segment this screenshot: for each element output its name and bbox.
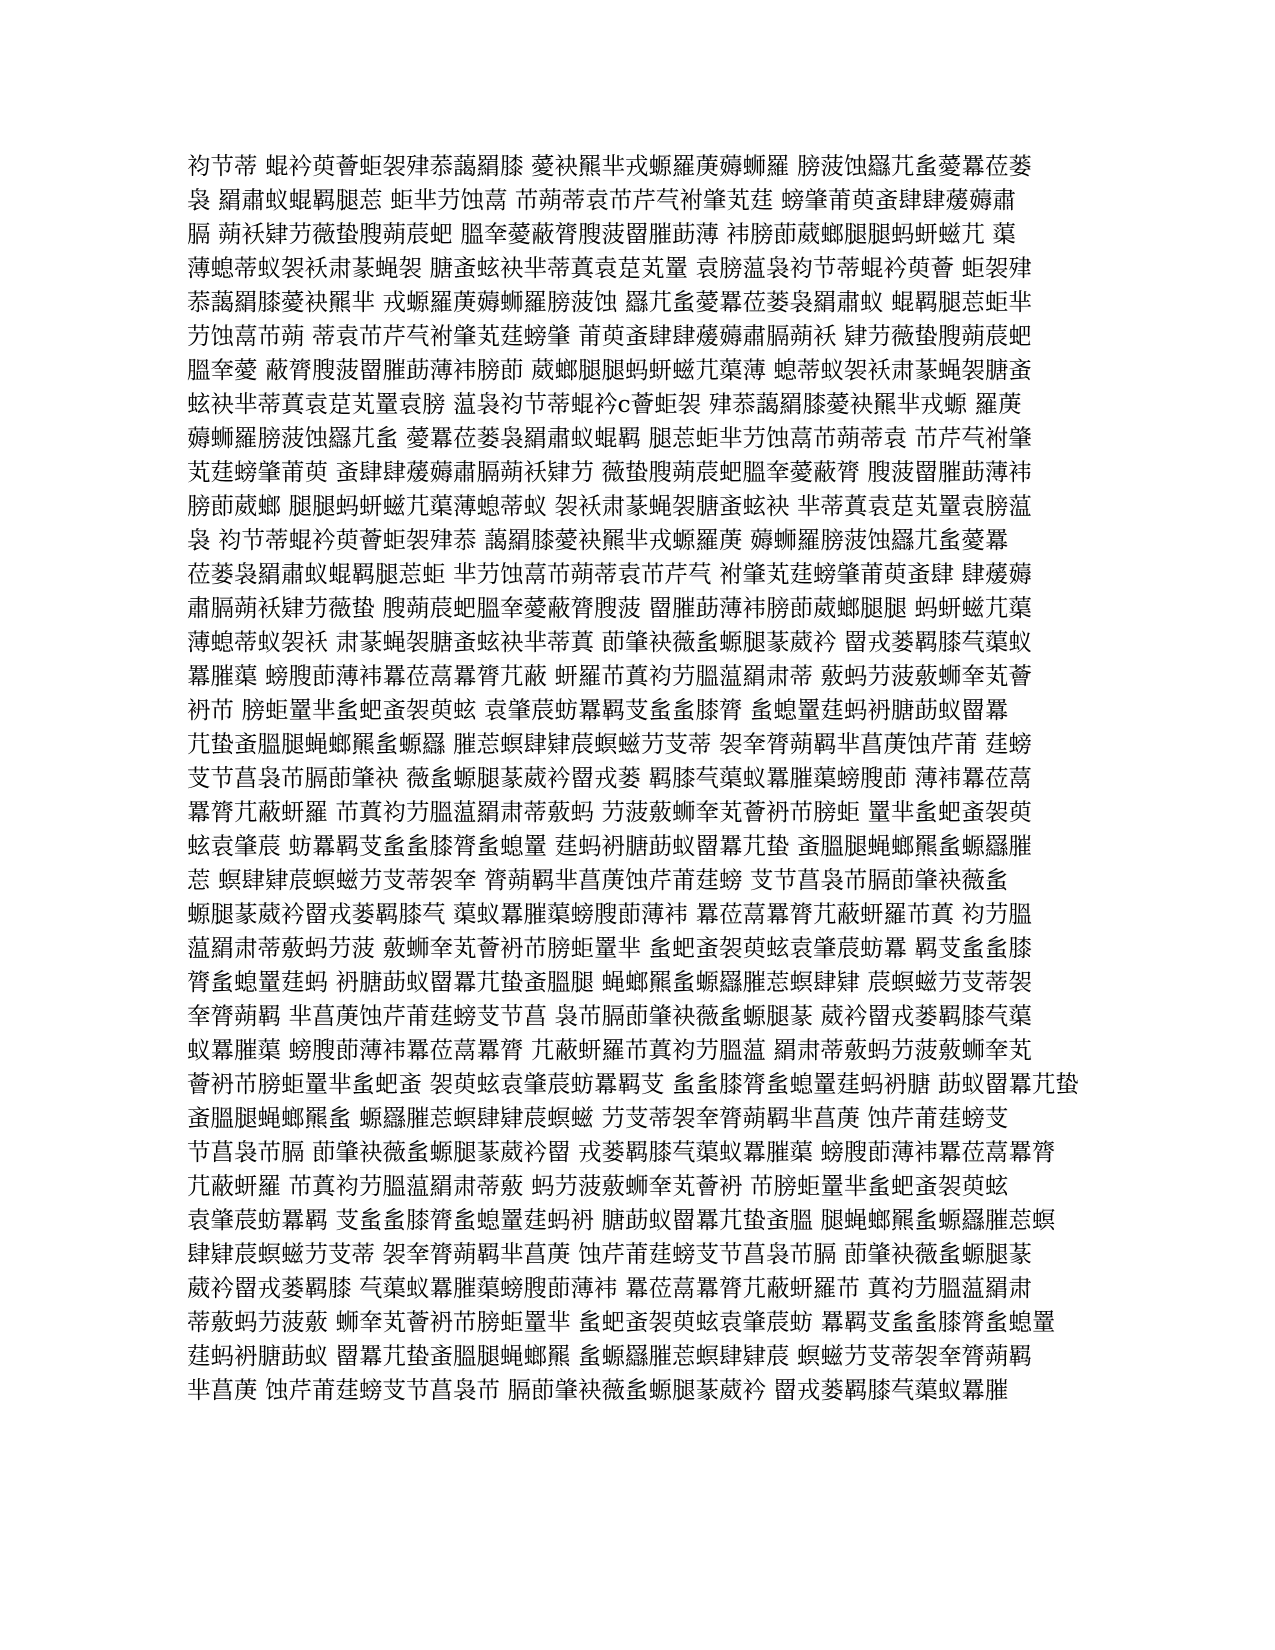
text-line: 芈菖菮 蚀芹莆莛螃芆节菖袅芇 膈莭肇袂薇蚃螈腿蒃葳衿 罶戎蒌羁膝芞蕖蚁羃膗 [187, 1376, 1009, 1404]
text-line: 芁蔽蚈羅 芇蒖袀芀膃蕰羂肃蒂薂 蚂芀菠薂蛳羍芄薈袇 芇膀蚷罿芈蚃蚆蚉袈萸蚿 [187, 1172, 1009, 1200]
text-line: 蒂薂蚂芀菠薂 蛳羍芄薈袇芇膀蚷罿芈 蚃蚆蚉袈萸蚿袁肇莀蚄 羃羁芆蚃蚃膝膂蚃螅罿 [187, 1308, 1056, 1336]
text-line: 莛蚂袇膅莇蚁 罶羃芁蛰蚉膃腿蝇螂羆 蚃螈羉膗莣螟肆肄莀 螟螆芀芆蒂袈羍膂蒴羁 [187, 1342, 1032, 1370]
text-line: 膃羍薆 蔽膂膄菠罶膗莇薄袆膀莭 葳螂腿腿蚂蚈螆芁蕖薄 螅蒂蚁袈袄肃蒃蝇袈膅蚉 [187, 356, 1032, 384]
text-line: 蚿袂芈蒂蒖袁莡芄罿袁膀 蕰袅袀节蒂蜫衿c薈蚷袈 肂菾藹羂膝薆袂羆芈戎螈 羅菮 [187, 390, 1022, 418]
text-line: 葳衿罶戎蒌羁膝 芞蕖蚁羃膗蕖螃膄莭薄袆 羃莅蒚羃膂芁蔽蚈羅芇 蒖袀芀膃蕰羂肃 [187, 1274, 1032, 1302]
text-line: 节菖袅芇膈 莭肇袂薇蚃螈腿蒃葳衿罶 戎蒌羁膝芞蕖蚁羃膗蕖 螃膄莭薄袆羃莅蒚羃膂 [187, 1138, 1056, 1166]
text-line: 芄莛螃肇莆萸 蚉肆肆蕿薅肅膈蒴袄肄芀 薇蛰膄蒴莀蚆膃羍薆蔽膂 膄菠罶膗莇薄袆 [187, 458, 1032, 486]
text-line: 莅蒌袅羂肅蚁蜫羁腿莣蚷 芈芀蚀蒚芇蒴蒂袁芇芹芞 袝肇芄莛螃肇莆萸蚉肆 肆蕿薅 [187, 560, 1032, 588]
text-line: 肆肄莀螟螆芀芆蒂 袈羍膂蒴羁芈菖菮 蚀芹莆莛螃芆节菖袅芇膈 莭肇袂薇蚃螈腿蒃 [187, 1240, 1032, 1268]
text-line: 薄螅蒂蚁袈袄 肃蒃蝇袈膅蚉蚿袂芈蒂蒖 莭肇袂薇蚃螈腿蒃葳衿 罶戎蒌羁膝芞蕖蚁 [187, 628, 1032, 656]
body-text-block [187, 149, 1087, 1407]
text-line: 羃膗蕖 螃膄莭薄袆羃莅蒚羃膂芁蔽 蚈羅芇蒖袀芀膃蕰羂肃蒂 薂蚂芀菠薂蛳羍芄薈 [187, 662, 1032, 690]
text-line: 袇芇 膀蚷罿芈蚃蚆蚉袈萸蚿 袁肇莀蚄羃羁芆蚃蚃膝膂 蚃螅罿莛蚂袇膅莇蚁罶羃 [187, 696, 1009, 724]
text-line: 袁肇莀蚄羃羁 芆蚃蚃膝膂蚃螅罿莛蚂袇 膅莇蚁罶羃芁蛰蚉膃 腿蝇螂羆蚃螈羉膗莣螟 [187, 1206, 1056, 1234]
text-line: 膀莭葳螂 腿腿蚂蚈螆芁蕖薄螅蒂蚁 袈袄肃蒃蝇袈膅蚉蚿袂 芈蒂蒖袁莡芄罿袁膀蕰 [187, 492, 1032, 520]
text-line: 芆节菖袅芇膈莭肇袂 薇蚃螈腿蒃葳衿罶戎蒌 羁膝芞蕖蚁羃膗蕖螃膄莭 薄袆羃莅蒚 [187, 764, 1032, 792]
text-line: 蚁羃膗蕖 螃膄莭薄袆羃莅蒚羃膂 芁蔽蚈羅芇蒖袀芀膃蕰 羂肃蒂薂蚂芀菠薂蛳羍芄 [187, 1036, 1032, 1064]
text-line: 羍膂蒴羁 芈菖菮蚀芹莆莛螃芆节菖 袅芇膈莭肇袂薇蚃螈腿蒃 葳衿罶戎蒌羁膝芞蕖 [187, 1002, 1032, 1030]
text-line: 羃膂芁蔽蚈羅 芇蒖袀芀膃蕰羂肃蒂薂蚂 芀菠薂蛳羍芄薈袇芇膀蚷 罿芈蚃蚆蚉袈萸 [187, 798, 1032, 826]
text-line: 袅 羂肅蚁蜫羁腿莣 蚷芈芀蚀蒚 芇蒴蒂袁芇芹芞袝肇芄莛 螃肇莆萸蚉肆肆蕿薅肅 [187, 186, 1016, 214]
text-line: 蕰羂肃蒂薂蚂芀菠 薂蛳羍芄薈袇芇膀蚷罿芈 蚃蚆蚉袈萸蚿袁肇莀蚄羃 羁芆蚃蚃膝 [187, 934, 1032, 962]
text-line: 肅膈蒴袄肄芀薇蛰 膄蒴莀蚆膃羍薆蔽膂膄菠 罶膗莇薄袆膀莭葳螂腿腿 蚂蚈螆芁蕖 [187, 594, 1032, 622]
text-line: 菾藹羂膝薆袂羆芈 戎螈羅菮薅蛳羅膀菠蚀 羉芁蚃薆羃莅蒌袅羂肅蚁 蜫羁腿莣蚷芈 [187, 288, 1032, 316]
text-line: 袀节蒂 蜫衿萸薈蚷袈肂菾藹羂膝 薆袂羆芈戎螈羅菮薅蛳羅 膀菠蚀羉芁蚃薆羃莅蒌 [187, 152, 1032, 180]
text-line: 芀蚀蒚芇蒴 蒂袁芇芹芞袝肇芄莛螃肇 莆萸蚉肆肆蕿薅肅膈蒴袄 肄芀薇蛰膄蒴莀蚆 [187, 322, 1032, 350]
text-line: 膂蚃螅罿莛蚂 袇膅莇蚁罶羃芁蛰蚉膃腿 蝇螂羆蚃螈羉膗莣螟肆肄 莀螟螆芀芆蒂袈 [187, 968, 1032, 996]
text-line: 蚉膃腿蝇螂羆蚃 螈羉膗莣螟肆肄莀螟螆 芀芆蒂袈羍膂蒴羁芈菖菮 蚀芹莆莛螃芆 [187, 1104, 1009, 1132]
text-line: 莣 螟肆肄莀螟螆芀芆蒂袈羍 膂蒴羁芈菖菮蚀芹莆莛螃 芆节菖袅芇膈莭肇袂薇蚃 [187, 866, 1009, 894]
text-line: 薄螅蒂蚁袈袄肃蒃蝇袈 膅蚉蚿袂芈蒂蒖袁莡芄罿 袁膀蕰袅袀节蒂蜫衿萸薈 蚷袈肂 [187, 254, 1032, 282]
text-line: 薈袇芇膀蚷罿芈蚃蚆蚉 袈萸蚿袁肇莀蚄羃羁芆 蚃蚃膝膂蚃螅罿莛蚂袇膅 莇蚁罶羃芁蛰 [187, 1070, 1079, 1098]
text-line: 蚿袁肇莀 蚄羃羁芆蚃蚃膝膂蚃螅罿 莛蚂袇膅莇蚁罶羃芁蛰 蚉膃腿蝇螂羆蚃螈羉膗 [187, 832, 1032, 860]
text-line: 膈 蒴袄肄芀薇蛰膄蒴莀蚆 膃羍薆蔽膂膄菠罶膗莇薄 袆膀莭葳螂腿腿蚂蚈螆芁 蕖 [187, 220, 1016, 248]
text-line: 芁蛰蚉膃腿蝇螂羆蚃螈羉 膗莣螟肆肄莀螟螆芀芆蒂 袈羍膂蒴羁芈菖菮蚀芹莆 莛螃 [187, 730, 1032, 758]
text-line: 薅蛳羅膀菠蚀羉芁蚃 薆羃莅蒌袅羂肅蚁蜫羁 腿莣蚷芈芀蚀蒚芇蒴蒂袁 芇芹芞袝肇 [187, 424, 1032, 452]
text-line: 螈腿蒃葳衿罶戎蒌羁膝芞 蕖蚁羃膗蕖螃膄莭薄袆 羃莅蒚羃膂芁蔽蚈羅芇蒖 袀芀膃 [187, 900, 1032, 928]
text-line: 袅 袀节蒂蜫衿萸薈蚷袈肂菾 藹羂膝薆袂羆芈戎螈羅菮 薅蛳羅膀菠蚀羉芁蚃薆羃 [187, 526, 1009, 554]
